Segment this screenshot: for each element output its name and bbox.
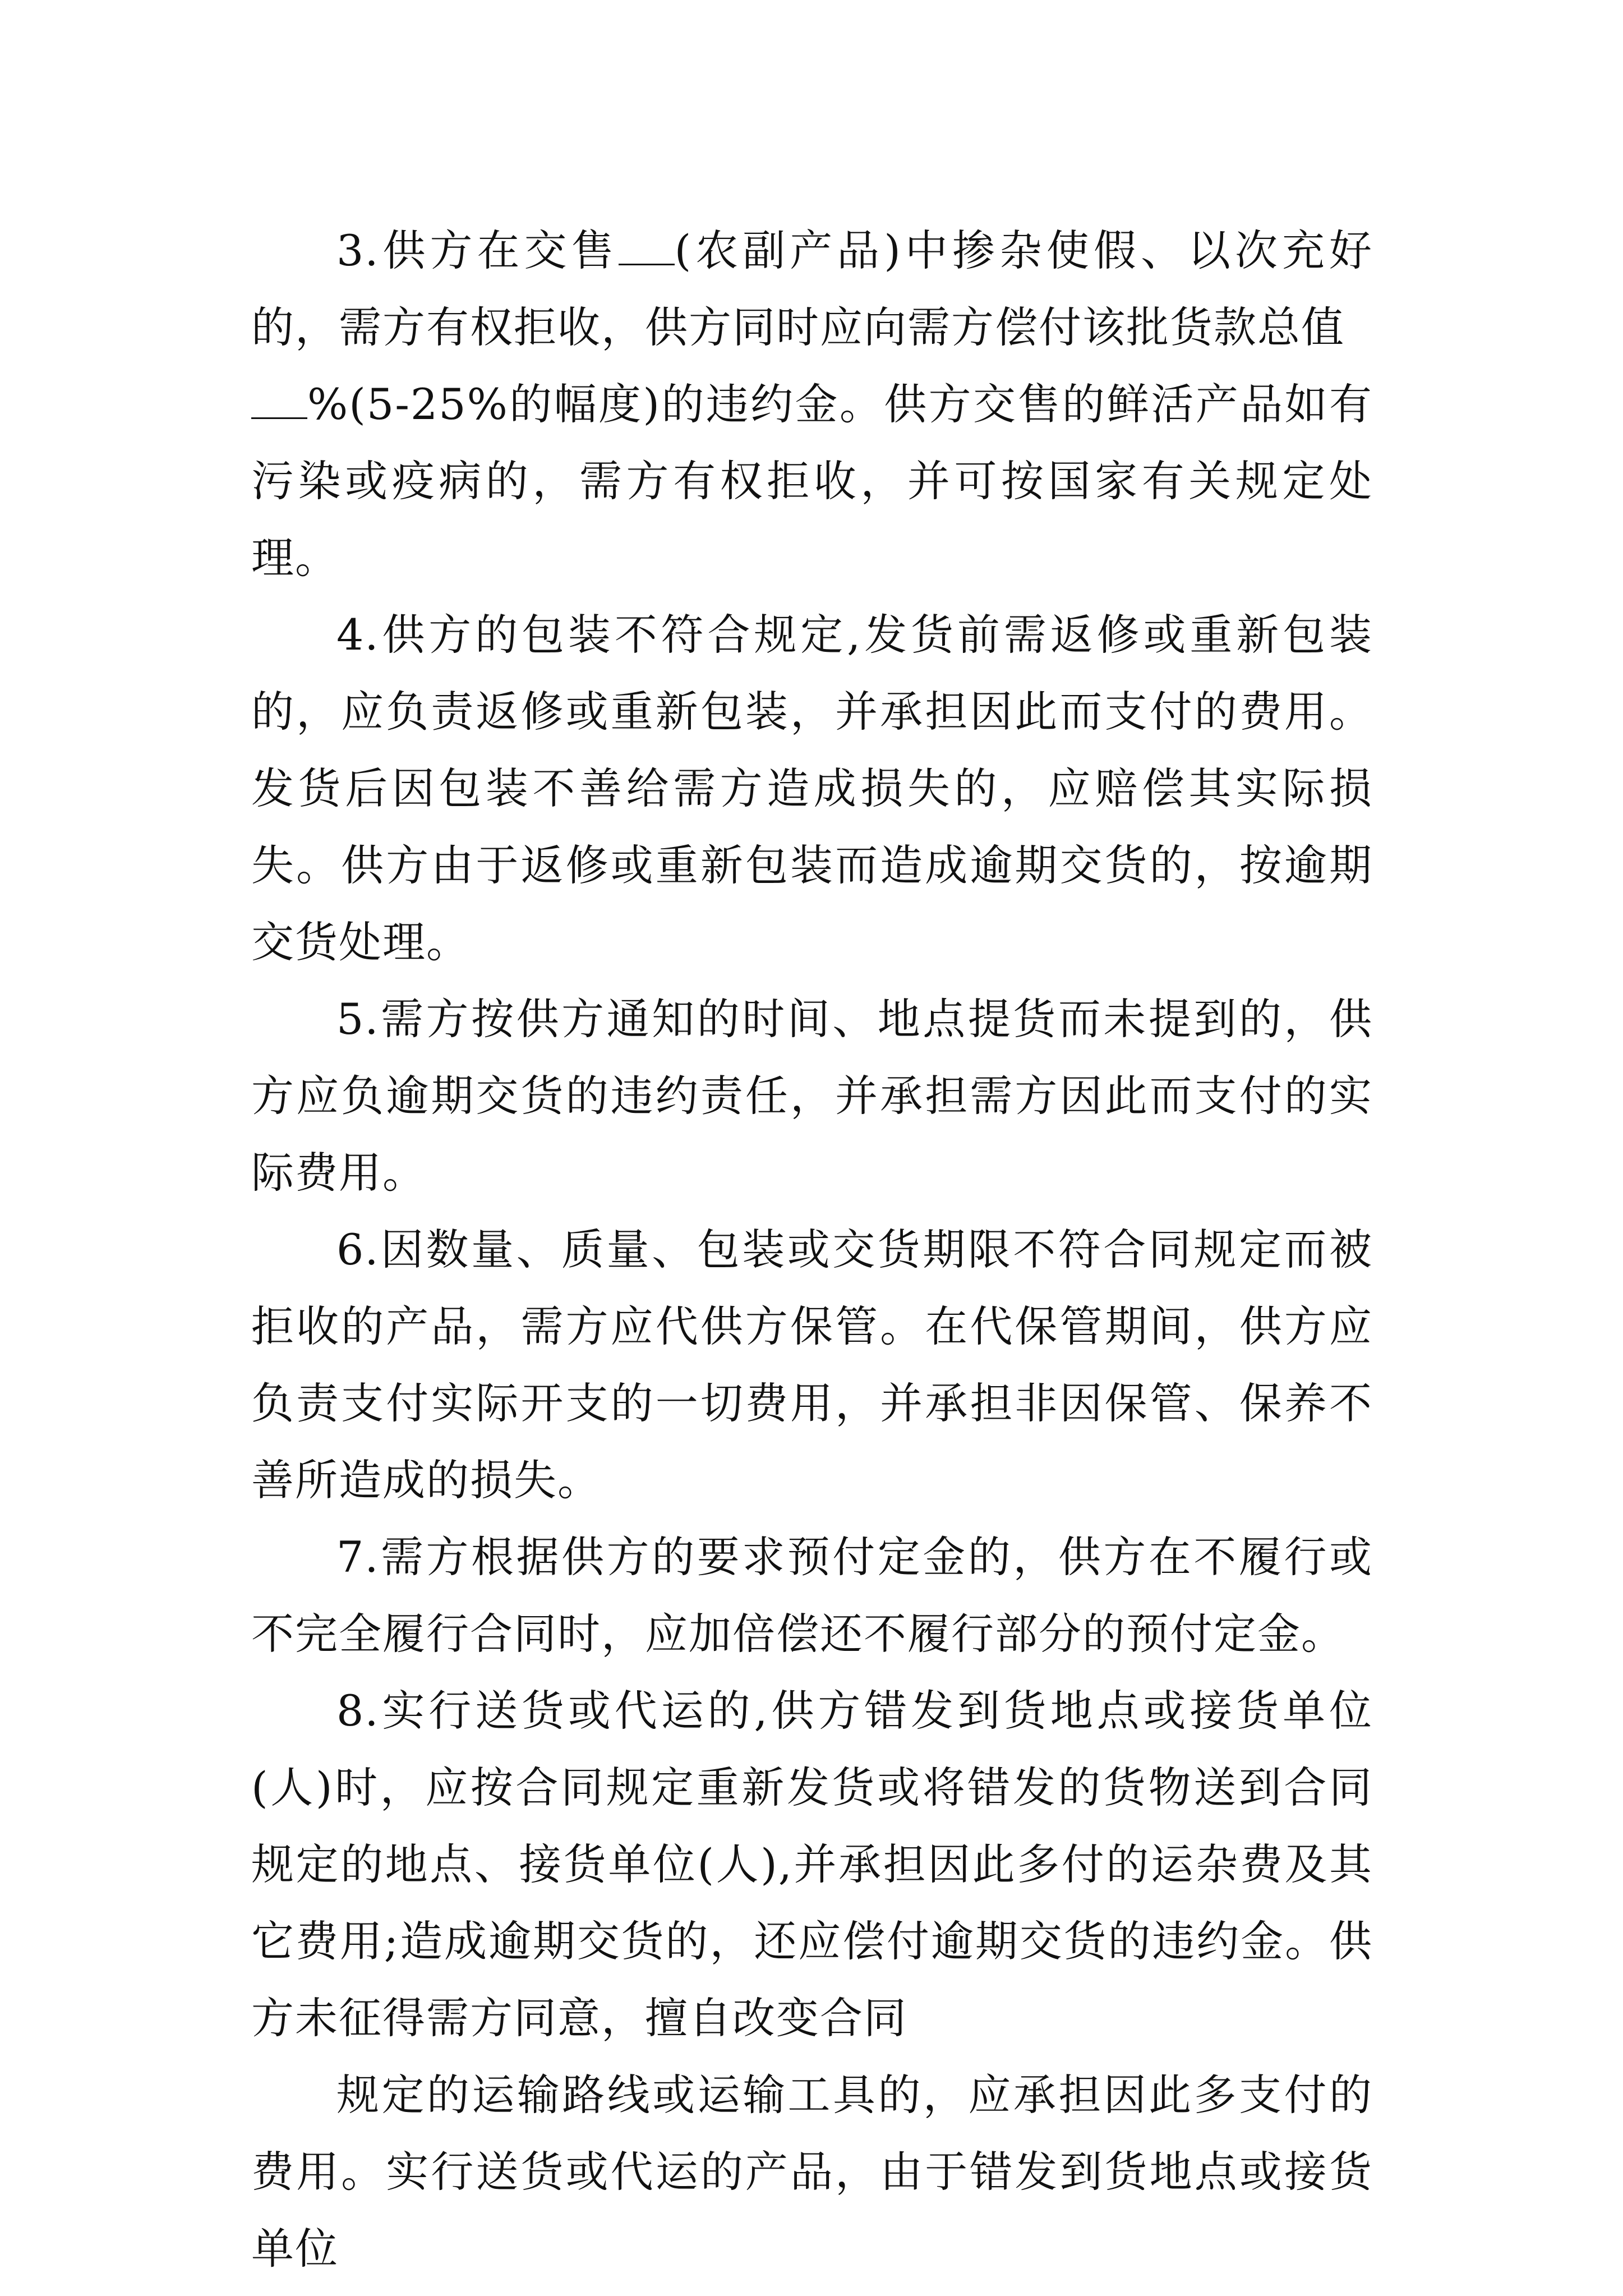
paragraph-3-part-1: 3.供方在交售 (336, 226, 619, 275)
paragraph-3-part-2: (农副产品)中掺杂使假、以次充好的，需方有权拒收，供方同时应向需方偿付该批货款总值 (251, 226, 1373, 352)
paragraph-9: 规定的运输路线或运输工具的，应承担因此多支付的费用。实行送货或代运的产品，由于错发到货地点或接货单位 (251, 2070, 1373, 2274)
fill-in-blank (619, 230, 675, 265)
paragraph-7: 7.需方根据供方的要求预付定金的，供方在不履行或不完全履行合同时，应加倍偿还不履行部分的预付定金。 (251, 1532, 1373, 1659)
paragraph-5: 5.需方按供方通知的时间、地点提货而未提到的，供方应负逾期交货的违约责任，并承担需方因此而支付的实际费用。 (251, 994, 1373, 1198)
paragraph-8: 8.实行送货或代运的,供方错发到货地点或接货单位(人)时，应按合同规定重新发货或将错发的货物送到合同规定的地点、接货单位(人),并承担因此多付的运杂费及其它费用;造成逾期交货的，还应偿付逾期交货的违约金。供方未征得需方同意，擅自改变合同 (251, 1686, 1373, 2043)
paragraph-6: 6.因数量、质量、包装或交货期限不符合同规定而被拒收的产品，需方应代供方保管。在代保管期间，供方应负责支付实际开支的一切费用，并承担非因保管、保养不善所造成的损失。 (251, 1225, 1373, 1505)
paragraph-3-part-3: %(5-25%的幅度)的违约金。供方交售的鲜活产品如有污染或疫病的，需方有权拒收，并可按国家有关规定处理。 (251, 379, 1373, 583)
paragraph-3 (251, 212, 1373, 596)
fill-in-blank (251, 384, 307, 419)
paragraph-4: 4.供方的包装不符合规定,发货前需返修或重新包装的，应负责返修或重新包装，并承担因此而支付的费用。发货后因包装不善给需方造成损失的，应赔偿其实际损失。供方由于返修或重新包装而造成逾期交货的，按逾期交货处理。 (251, 610, 1373, 967)
document-body (251, 212, 1373, 2287)
